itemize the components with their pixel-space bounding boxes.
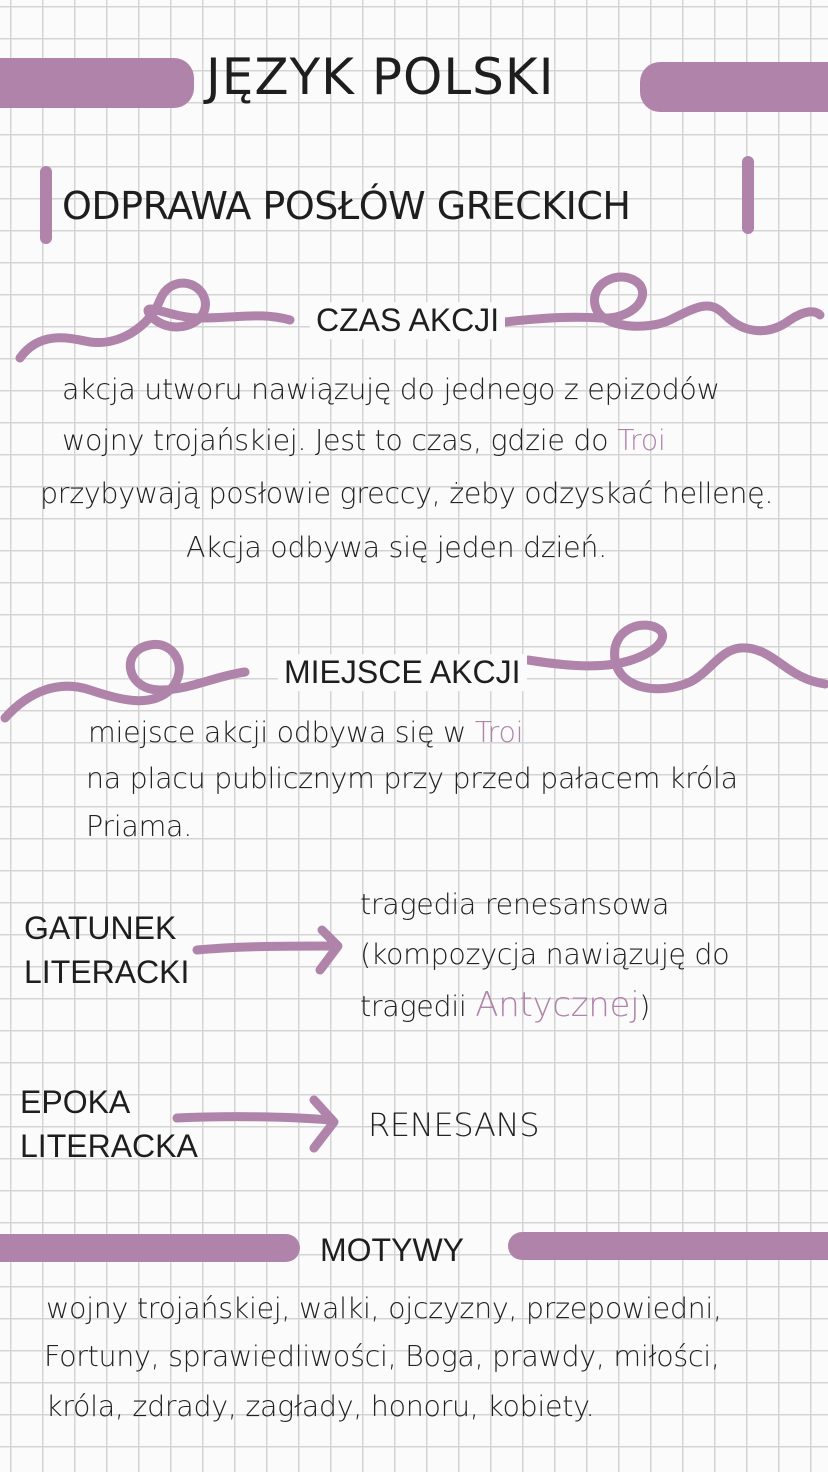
gatunek-value-line-2: (kompozycja nawiązuję do [360,938,730,971]
gatunek-line-3-start: tragedii [360,990,476,1023]
squiggle-czas-left [20,283,290,358]
czas-line-1: akcja utworu nawiązuję do jednego z epizodów [62,373,720,406]
gatunek-label-line-1: GATUNEK [24,910,177,946]
motywy-line-1: wojny trojańskiej, walki, ojczyzny, przepowiedni, [46,1292,722,1325]
motywy-right-bar [508,1232,828,1260]
czas-line-4: Akcja odbywa się jeden dzień. [186,531,607,564]
miejsce-line-1-text: miejsce akcji odbywa się w [88,716,475,749]
czas-line-2 [62,414,666,468]
miejsce-line-2: na placu publicznym przy przed pałacem króla [86,762,738,795]
miejsce-akcji-heading: MIEJSCE AKCJI [278,654,527,691]
gatunek-value-line-1: tragedia renesansowa [360,888,670,921]
epoka-value: RENESANS [368,1106,540,1144]
subtitle: ODPRAWA POSŁÓW GRECKICH [62,184,631,228]
czas-akcji-heading: CZAS AKCJI [310,302,505,339]
gatunek-accent-antycznej: Antycznej [475,985,640,1025]
czas-accent-troi: Troi [617,424,666,457]
epoka-label-line-1: EPOKA [20,1084,131,1120]
motywy-line-3: króla, zdrady, zagłady, honoru, kobiety. [46,1390,595,1423]
epoka-label [20,1080,198,1168]
page-title: JĘZYK POLSKI [206,48,555,106]
gatunek-label-line-2: LITERACKI [24,954,190,990]
epoka-label-line-2: LITERACKA [20,1128,198,1164]
motywy-line-2: Fortuny, sprawiedliwości, Boga, prawdy, miłości, [44,1340,720,1373]
gatunek-value [360,880,729,1032]
squiggle-miejsce-right [528,625,825,689]
czas-line-3: przybywają posłowie greccy, żeby odzyskać hellenę. [40,477,774,510]
arrow-epoka [177,1117,330,1120]
gatunek-label [24,906,189,994]
miejsce-accent-troi: Troi [474,716,524,749]
czas-line-2-text: wojny trojańskiej. Jest to czas, gdzie do [62,424,618,457]
arrow-gatunek [197,946,335,950]
gatunek-value-line-3 [360,980,729,1032]
motywy-heading: MOTYWY [320,1232,464,1268]
motywy-left-bar [0,1234,300,1262]
gatunek-line-3-end: ) [639,990,651,1023]
squiggle-czas-right [505,277,820,331]
miejsce-line-3: Priama. [86,810,192,843]
